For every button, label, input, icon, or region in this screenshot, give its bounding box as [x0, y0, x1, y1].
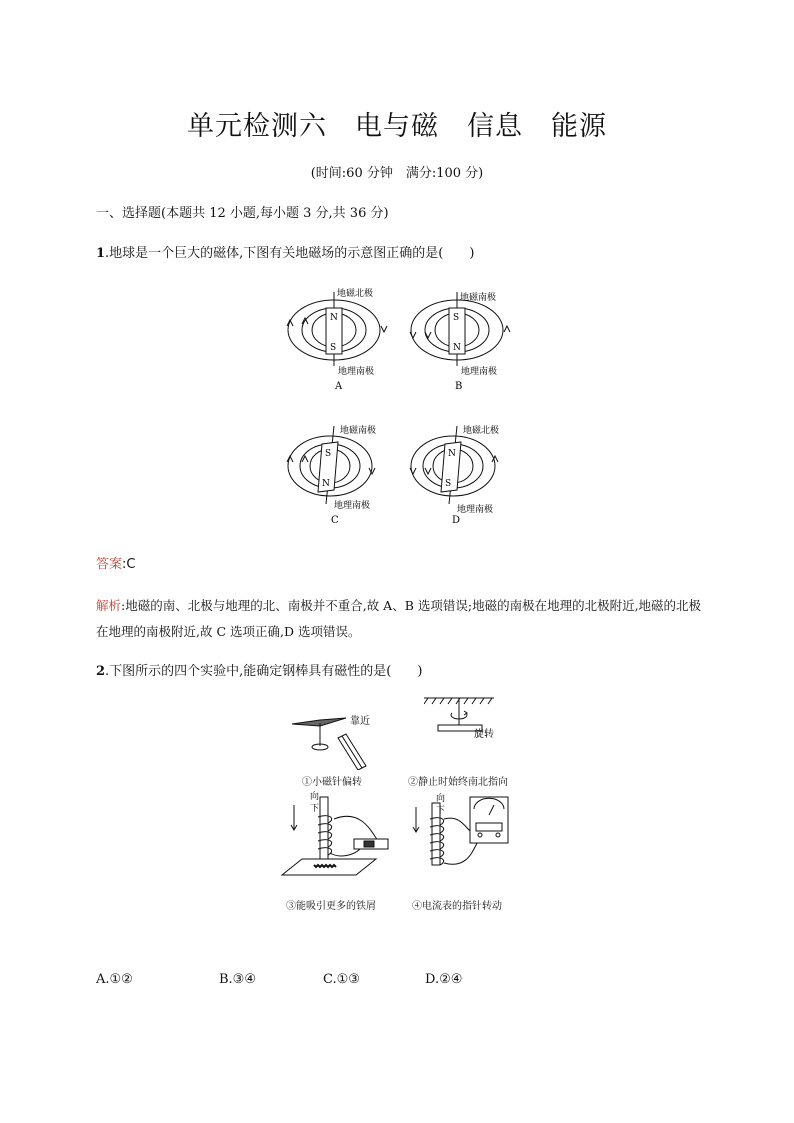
- magnet-figure-c: [282, 422, 392, 530]
- option-b[interactable]: B.③④: [219, 972, 256, 987]
- explanation-label: 解析: [96, 598, 122, 613]
- answer-value: :C: [122, 557, 136, 572]
- pole-top: S: [325, 449, 332, 459]
- figure-letter: A: [335, 381, 343, 392]
- top-label: 地磁南极: [340, 426, 377, 436]
- fig2-tag: 旋转: [474, 729, 494, 740]
- fig4-tag-1: 向: [436, 794, 446, 804]
- pole-bottom: N: [322, 479, 330, 489]
- answer-label: 答案: [96, 557, 123, 572]
- experiment-3-figure: [280, 789, 400, 885]
- fig2-caption: ②静止时始终南北指向: [408, 777, 508, 788]
- top-label: 地磁北极: [463, 426, 500, 436]
- answer: [96, 553, 135, 572]
- bottom-label: 地理南极: [457, 505, 494, 515]
- magnet-figure-a: [282, 286, 392, 394]
- top-label: 地磁北极: [337, 289, 374, 299]
- pole-bottom: S: [330, 343, 337, 353]
- figure-letter: B: [455, 381, 463, 392]
- magnet-figure-d: [405, 422, 515, 530]
- option-c[interactable]: C.①③: [323, 972, 360, 987]
- option-d[interactable]: D.②④: [425, 972, 463, 987]
- experiment-1-figure: [290, 708, 386, 770]
- fig4-caption: ④电流表的指针转动: [412, 901, 502, 912]
- explanation-text: :地磁的南、北极与地理的北、南极并不重合,故 A、B 选项错误;地磁的南极在地理的北极附近,地磁的北极在地理的南极附近,故 C 选项正确,D 选项错误。: [96, 598, 702, 639]
- question-text: .下图所示的四个实验中,能确定钢棒具有磁性的是( ): [105, 664, 423, 679]
- fig3-caption: ③能吸引更多的铁屑: [286, 901, 376, 912]
- fig1-caption: ①小磁针偏转: [302, 777, 362, 788]
- bottom-label: 地理南极: [461, 367, 498, 377]
- top-label: 地磁南极: [460, 293, 497, 303]
- magnet-figure-b: [405, 286, 515, 394]
- exam-info: (时间:60 分钟 满分:100 分): [310, 166, 484, 181]
- bottom-label: 地理南极: [334, 501, 371, 511]
- option-a[interactable]: A.①②: [96, 972, 133, 987]
- page-title: 单元检测六 电与磁 信息 能源: [187, 111, 607, 142]
- experiment-2-figure: [424, 693, 524, 755]
- question-text: .地球是一个巨大的磁体,下图有关地磁场的示意图正确的是( ): [105, 246, 475, 261]
- figure-letter: C: [331, 515, 339, 526]
- pole-bottom: S: [445, 479, 452, 489]
- fig1-tag: 靠近: [350, 716, 370, 727]
- pole-top: N: [448, 449, 456, 459]
- fig3-tag-2: 下: [310, 804, 320, 814]
- question-1: [96, 245, 474, 263]
- experiment-4-figure: [408, 789, 528, 885]
- pole-bottom: N: [453, 343, 461, 353]
- section-heading: 一、选择题(本题共 12 小题,每小题 3 分,共 36 分): [96, 206, 389, 221]
- question-2: [96, 663, 422, 681]
- question-number: 1: [96, 246, 106, 261]
- bottom-label: 地理南极: [338, 367, 375, 377]
- explanation: [96, 593, 708, 645]
- fig3-tag-1: 向: [310, 792, 320, 802]
- figure-letter: D: [452, 515, 461, 526]
- question-number: 2: [96, 664, 106, 679]
- fig4-tag-2: 下: [436, 806, 446, 816]
- pole-top: S: [453, 313, 460, 323]
- pole-top: N: [330, 313, 338, 323]
